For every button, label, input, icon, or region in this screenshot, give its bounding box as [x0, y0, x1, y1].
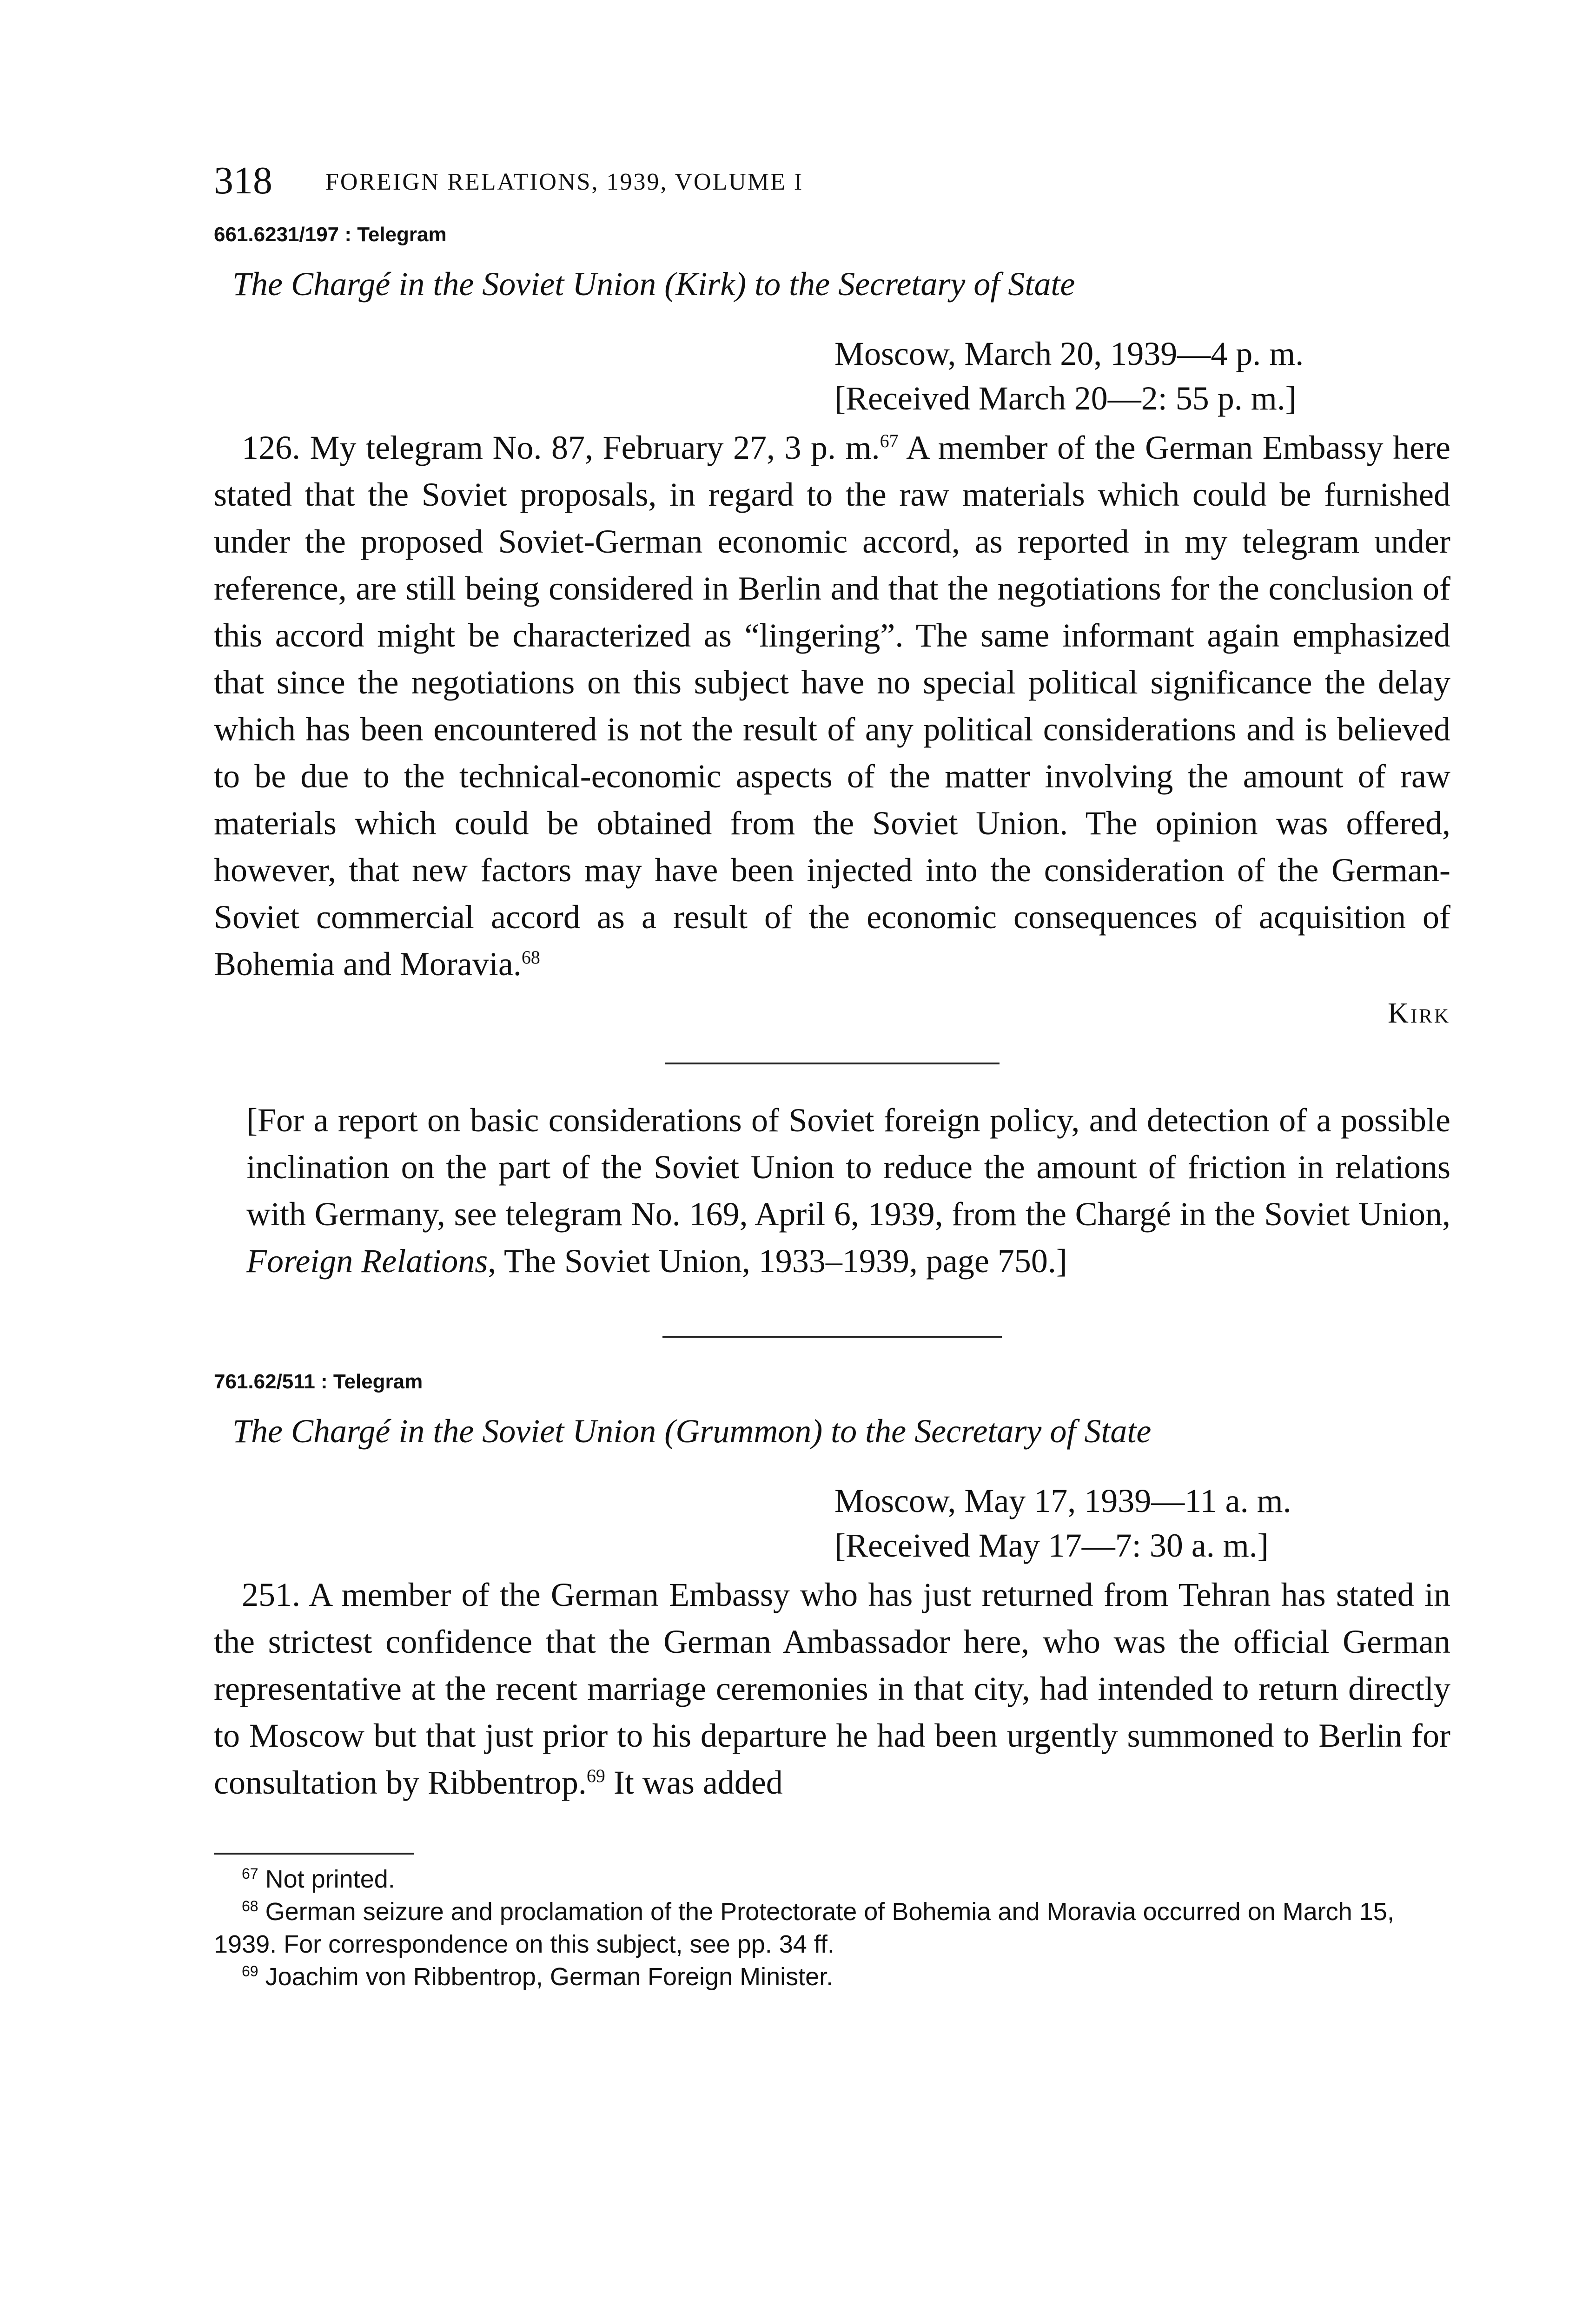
footnote-rule — [214, 1853, 414, 1855]
editorial-text-a: [For a report on basic considerations of Soviet foreign policy, and detection of a possible inclination on the part of the Soviet Union to reduce the amount of friction in relations with Germany, see telegram No. 169, April 6, 1939, from the Chargé in the Soviet Union, — [246, 1102, 1450, 1233]
doc1-place-date: Moscow, March 20, 1939—4 p. m. — [834, 335, 1304, 372]
doc1-signature: Kirk — [1388, 997, 1450, 1029]
footnote-67 — [214, 1863, 1450, 1895]
editorial-note — [214, 1097, 1450, 1285]
footnote-mark: 69 — [242, 1963, 258, 1980]
doc2-place-date: Moscow, May 17, 1939—11 a. m. — [834, 1482, 1291, 1519]
doc2-dateline — [214, 1479, 1450, 1568]
doc2-body-part-b: It was added — [605, 1764, 783, 1801]
running-title: FOREIGN RELATIONS, 1939, VOLUME I — [325, 169, 804, 195]
footnote-ref-67: 67 — [880, 430, 899, 451]
footnotes — [214, 1863, 1450, 1993]
doc2-title: The Chargé in the Soviet Union (Grummon) to the Secretary of State — [232, 1413, 1152, 1450]
section-divider — [665, 1063, 1000, 1064]
doc1-dateline — [214, 331, 1450, 421]
footnote-68 — [214, 1895, 1450, 1961]
doc2-body — [214, 1571, 1450, 1806]
doc1-body-part-b: A member of the German Embassy here stated that the Soviet proposals, in regard to the raw materials which could be furnished under the proposed Soviet-German economic accord, as reported in my telegram under reference, are still being considered in Berlin and that the negotiations for the conclusion of this accord might be characterized as “lingering”. The same informant again emphasized that since the negotiations on this subject have no special political significance the delay which has been encountered is not the result of any political considerations and is believed to be due to the technical-economic aspects of the matter involving the amount of raw materials which could be obtained from the Soviet Union. The opinion was offered, however, that new factors may have been injected into the consideration of the German-Soviet commercial accord as a result of the economic consequences of acquisition of Bohemia and Moravia. — [214, 429, 1450, 983]
doc2-received: [Received May 17—7: 30 a. m.] — [834, 1527, 1269, 1564]
footnote-mark: 68 — [242, 1898, 258, 1915]
doc1-body-part-a: 126. My telegram No. 87, February 27, 3 p. m. — [242, 429, 880, 466]
doc2-file-reference: 761.62/511 : Telegram — [214, 1370, 423, 1393]
editorial-italic: Foreign Relations — [246, 1242, 488, 1280]
doc1-received: [Received March 20—2: 55 p. m.] — [834, 380, 1297, 417]
doc1-title: The Chargé in the Soviet Union (Kirk) to the Secretary of State — [232, 265, 1075, 303]
page-header — [214, 158, 1450, 214]
footnote-text: Joachim von Ribbentrop, German Foreign Minister. — [265, 1963, 834, 1991]
footnote-mark: 67 — [242, 1865, 258, 1882]
doc1-body — [214, 424, 1450, 988]
footnote-ref-68: 68 — [521, 947, 540, 968]
document-page — [214, 158, 1450, 1993]
page-number: 318 — [214, 159, 272, 202]
section-divider-2 — [662, 1336, 1002, 1338]
doc1-file-reference: 661.6231/197 : Telegram — [214, 223, 447, 246]
editorial-text-b: , The Soviet Union, 1933–1939, page 750.] — [488, 1242, 1067, 1280]
footnote-ref-69: 69 — [586, 1765, 605, 1786]
footnote-text: Not printed. — [265, 1865, 395, 1893]
footnote-69 — [214, 1961, 1450, 1993]
doc2-body-part-a: 251. A member of the German Embassy who has just returned from Tehran has stated in the strictest confidence that the German Ambassador here, who was the official German representative at the recent marriage ceremonies in that city, had intended to return directly to Moscow but that just prior to his departure he had been urgently summoned to Berlin for consultation by Ribbentrop. — [214, 1576, 1450, 1801]
footnote-text: German seizure and proclamation of the Protectorate of Bohemia and Moravia occurred on March 15, 1939. For correspondence on this subject, see pp. 34 ff. — [214, 1898, 1394, 1958]
